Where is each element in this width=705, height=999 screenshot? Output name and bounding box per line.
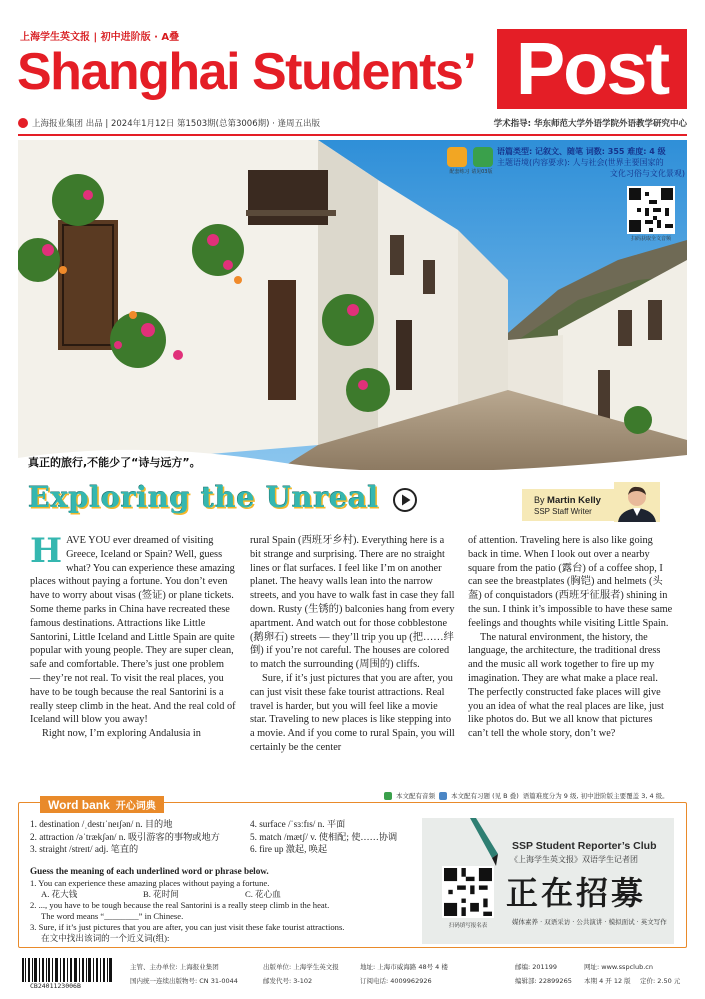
footer-pages: 本期 4 开 12 版 (584, 977, 631, 985)
word-entry: 2. attraction /əˈtrækʃən/ n. 吸引游客的事物或地方 (30, 831, 220, 842)
footer-zip: 邮编: 201199 (515, 963, 558, 971)
exercise-icon (439, 792, 447, 800)
author-title: SSP Staff Writer (534, 507, 592, 516)
exercise-icon (447, 147, 467, 167)
ad-title: SSP Student Reporter’s Club (512, 840, 657, 852)
word-bank-list-left (30, 818, 220, 856)
quiz-title: Guess the meaning of each underlined word or phrase below. (30, 866, 269, 876)
word-entry: 3. straight /streɪt/ adj. 笔直的 (30, 844, 139, 854)
footer-phone: 订阅电话: 4009962926 (360, 977, 432, 985)
audio-qr-code[interactable] (627, 186, 675, 234)
audio-qr-caption: 扫码获取全文音频 (630, 236, 671, 242)
footer-host: 主管、主办单位: 上海报业集团 (130, 963, 219, 971)
article-column-2 (250, 534, 456, 755)
theme-info: 主题语境(内容要求): 人与社会(世界主要国家的 (497, 157, 664, 167)
genre-info: 语篇类型: 记叙文、随笔 词数: 355 难度: 4 级 (497, 147, 666, 156)
footer-publisher: 出版单位: 上海学生英文报 (263, 963, 339, 971)
author-name: Martin Kelly (547, 495, 601, 506)
quiz-question-cont: The word means “________” in Chinese. (41, 911, 184, 921)
author-photo (614, 482, 660, 522)
word-bank-list-right (250, 818, 397, 856)
footer-edit-phone: 编辑部: 22899265 (515, 977, 572, 985)
quiz-option: C. 花心血 (245, 889, 281, 899)
footer-cn-number: 国内统一连续出版物号: CN 31-0044 (130, 977, 238, 985)
audio-icon[interactable] (473, 147, 493, 167)
quiz-question: 2. ..., you have to be tough because the real Santorini is a really steep climb in the heat. (30, 900, 330, 910)
quiz-question: 3. Sure, if it’s just pictures that you are after, you can just visit these fake tourist attractions. (30, 922, 345, 932)
publisher-logo-icon (18, 118, 28, 128)
barcode-number: CB2401123006B (30, 982, 81, 990)
footer-address: 地址: 上海市威海路 48号 4 楼 (360, 963, 448, 971)
quiz-options (30, 889, 410, 900)
article-paragraph: Right now, I’m exploring Andalusia in (42, 728, 201, 740)
exercise-note: 本文配有习题 (见 B 叠) (451, 792, 519, 800)
footer-website[interactable]: 网址: www.sspclub.cn (584, 963, 653, 971)
byline-prefix: By (534, 495, 545, 505)
masthead-post-logo: Post (497, 29, 687, 109)
vocab-quiz (30, 866, 410, 944)
masthead-divider (18, 134, 687, 136)
dropcap: H (30, 531, 63, 571)
masthead-title: Shanghai Students’ (17, 43, 476, 101)
theme-info-cont: 文化习俗与文化景观) (609, 168, 685, 178)
word-entry: 5. match /mætʃ/ v. 使相配; 使……协调 (250, 831, 398, 842)
quiz-option: A. 花大钱 (41, 889, 78, 899)
article-paragraph: rural Spain (西班牙乡村). Everything here is a bit strange and surprising. There are no straight lines or flat surfaces. I feel like I’m on another planet. The heavy walls lean into the narrow streets, and you have to walk fast in case they fall down. Rusty (生锈的) balconies hang from every apartment. And watch out for those cobblestone (鹅卵石) streets — they’ll trip you up (把……绊倒) if you’re not careful. The houses are colored to match the surrounding (周围的) cliffs. (250, 535, 455, 671)
exercise-hint: 配套练习 请见03版 (449, 169, 493, 175)
quiz-option: B. 花时间 (143, 889, 179, 899)
word-entry: 1. destination /ˌdestɪˈneɪʃən/ n. 目的地 (30, 819, 173, 829)
signup-qr-code[interactable] (442, 866, 494, 918)
article-paragraph: of attention. Traveling here is also like going back in time. When I look out over a nearby square from the patio (露台) of a coffee shop, I can see the breastplates (胸铠) and helmets (头盔) of conquistadors (西班牙征服者) shining in the sun. I think it’s impossible to have these same feelings and thoughts while visiting Little Spain. (468, 535, 673, 629)
audio-note: 本文配有音频 (396, 792, 435, 800)
article-paragraph: HAVE YOU ever dreamed of visiting Greece, Iceland or Spain? Well, guess what? You can experience these amazing places without paying a fortune. You don’t even have to worry about visas (签证) or plane tickets. Some theme parks in China have recreated these famous destinations. Attractions like Little Santorini, Little Iceland and Little Spain are quite popular with young people. They are super clean, safe and comfortable. There’s just one problem — they’re not real. To visit the real places, you have to be tough because the real Santorini is a really steep climb in the heat. And the real cold of Iceland will blow you away! (30, 531, 236, 726)
ad-subtitle: 《上海学生英文报》双语学生记者团 (510, 855, 638, 864)
quiz-question: 1. You can experience these amazing places without paying a fortune. (30, 878, 270, 888)
play-icon[interactable] (392, 487, 418, 513)
audio-icon (384, 792, 392, 800)
article-paragraph: The natural environment, the history, the language, the architecture, the traditional dress and the music all work together to fire up my imagination. They are what make a place real. The perfectly constructed fake places will give you an idea of what the real places are like, just like photos do. But we all know that pictures can’t tell the whole story, don’t we? (468, 631, 664, 740)
word-bank-title-cn: 开心词典 (115, 801, 156, 812)
footer-price: 定价: 2.50 元 (640, 977, 681, 985)
word-entry: 6. fire up 激起, 唤起 (250, 844, 328, 854)
footer-postal-code: 邮发代号: 3-102 (263, 977, 313, 985)
issue-info: 上海报业集团 出品 | 2024年1月12日 第1503期(总第3006期) · 逢周五出版 (32, 119, 321, 129)
word-bank-title: Word bank (48, 798, 110, 812)
article-column-3 (468, 534, 674, 741)
academic-guidance: 学术指导: 华东师范大学外语学院外语教学研究中心 (493, 119, 687, 129)
masthead-meta-bar (18, 115, 687, 131)
signup-qr-caption: 扫码填写报名表 (448, 923, 488, 929)
article-paragraph: Sure, if it’s just pictures that you are after, you can just visit these fake tourist attractions. Real travel is harder, but you will feel like a movie star. Traveling to new places is like stepping into a movie. And if you come to rural Spain, you will certainly be the center (250, 672, 455, 753)
article-column-1 (30, 531, 236, 741)
edition-topline: 上海学生英文报 | 初中进阶版 · A叠 (20, 32, 180, 43)
article-headline: Exploring the Unreal (28, 480, 379, 514)
photo-caption: 真正的旅行,不能少了“诗与远方”。 (28, 456, 201, 469)
reporter-club-ad[interactable] (422, 818, 674, 944)
ad-headline: 正在招募 (506, 874, 647, 912)
word-bank-tab (40, 796, 164, 813)
quiz-question-cont: 在文中找出该词的一个近义词(组): (41, 933, 170, 943)
level-note: 语篇难度分为 9 级, 初中进阶版主要覆盖 3, 4 级。 (522, 792, 669, 800)
media-line (384, 791, 687, 800)
barcode (22, 958, 112, 982)
ad-tags: 媒体素养 · 双语采访 · 公共演讲 · 模拟面试 · 英文写作 (512, 918, 667, 926)
word-entry: 4. surface /ˈsɜːfɪs/ n. 平面 (250, 819, 346, 829)
